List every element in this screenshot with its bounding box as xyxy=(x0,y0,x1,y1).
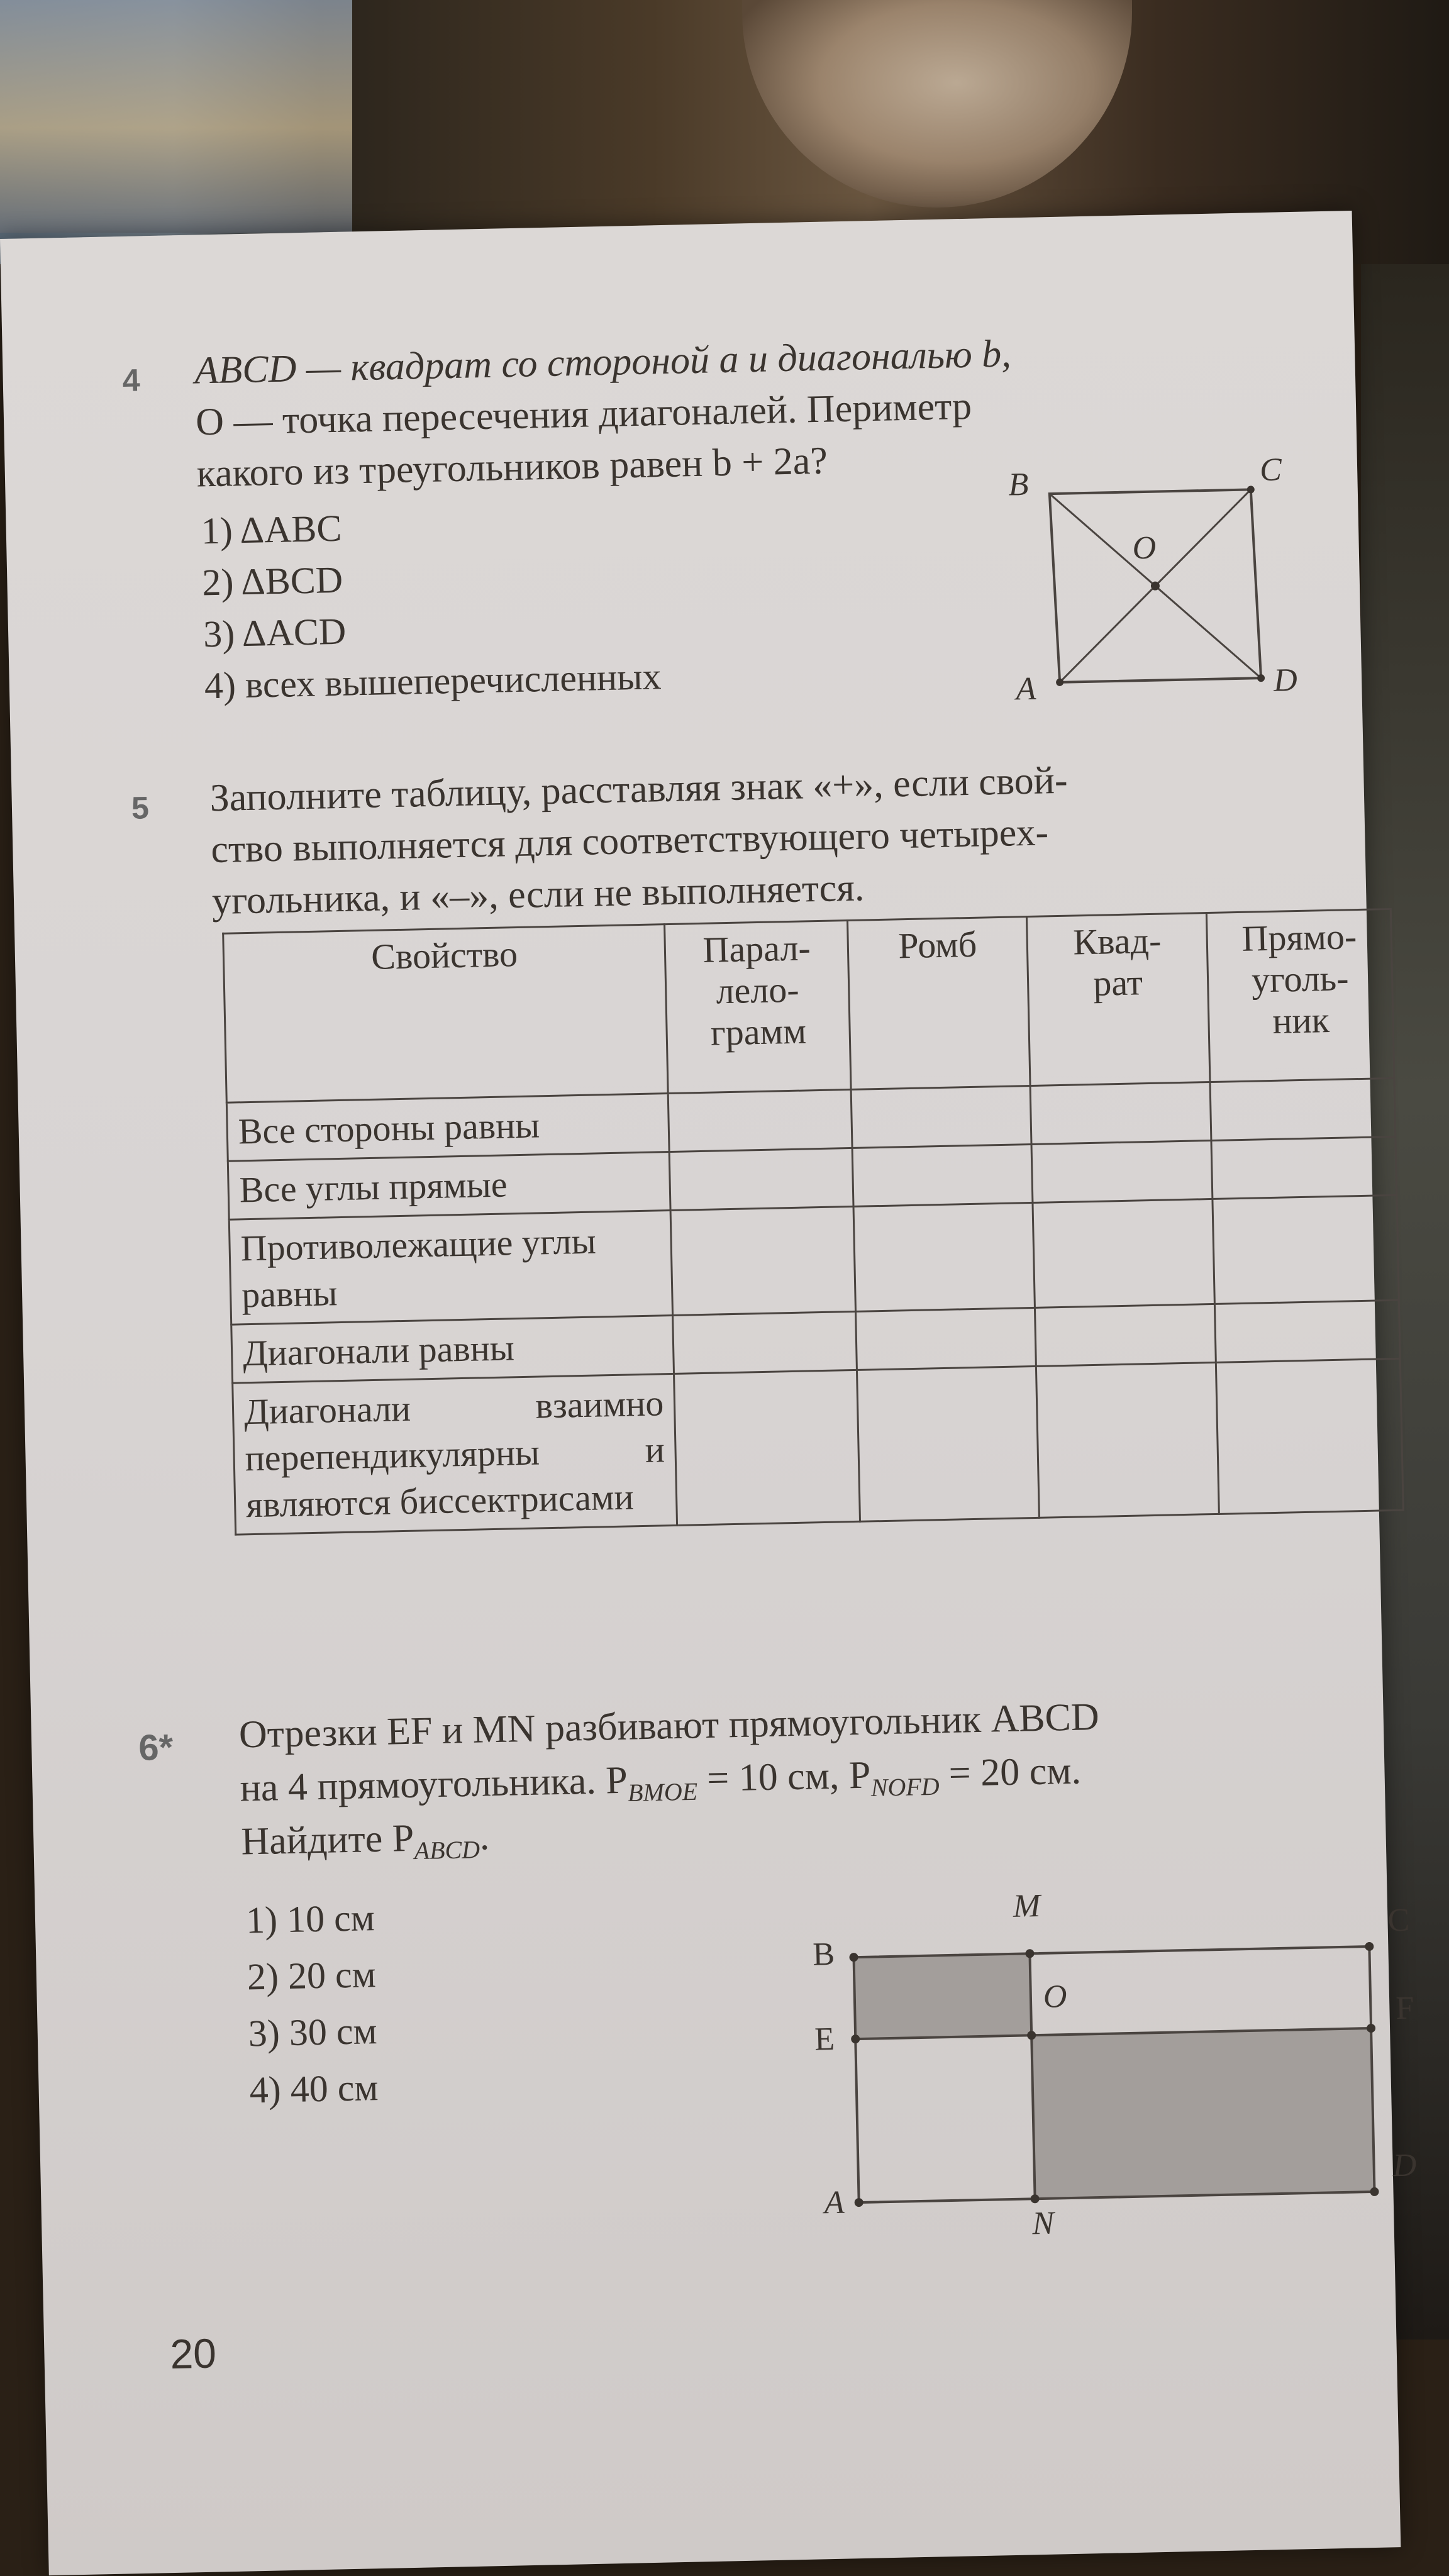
task4-option-4: 4) всех вышеперечисленных xyxy=(204,655,662,707)
task4-line-1: ABCD — квадрат со стороной a и диагональю b, xyxy=(194,332,1012,392)
task4-line-3: какого из треугольников равен b + 2a? xyxy=(196,439,828,496)
row-property: Диагонали взаимно перепендикулярны и являются биссектрисами xyxy=(233,1374,677,1535)
task6-number: 6* xyxy=(138,1726,174,1768)
task5-line-3: угольника, и «–», если не выполняется. xyxy=(211,866,865,923)
label-o: O xyxy=(1132,530,1157,567)
row-property: Противолежащие углы равны xyxy=(229,1211,673,1325)
table-cell[interactable] xyxy=(673,1311,857,1374)
table-cell[interactable] xyxy=(1035,1304,1216,1366)
table-cell[interactable] xyxy=(674,1370,860,1525)
task6-rectangle-figure xyxy=(821,1907,1433,2272)
table-cell[interactable] xyxy=(670,1206,855,1315)
table-cell[interactable] xyxy=(668,1089,852,1152)
background-photo xyxy=(0,0,352,233)
table-cell[interactable] xyxy=(669,1148,853,1210)
label-n: N xyxy=(1031,2205,1055,2242)
label-f: F xyxy=(1395,1990,1414,2027)
task4-line-2: O — точка пересечения диагоналей. Периметр xyxy=(195,384,972,444)
label-o: O xyxy=(1043,1979,1068,2015)
task6-line3-part-b: . xyxy=(479,1815,490,1858)
table-cell[interactable] xyxy=(1033,1199,1215,1307)
shaded-bmoe xyxy=(854,1953,1032,2039)
label-a: A xyxy=(824,2184,845,2221)
properties-table xyxy=(222,908,1404,1536)
label-c: C xyxy=(1387,1902,1410,1939)
table-cell[interactable] xyxy=(851,1085,1031,1148)
shaded-nofd xyxy=(1031,2028,1374,2199)
table-cell[interactable] xyxy=(857,1366,1039,1521)
table-cell[interactable] xyxy=(1036,1362,1219,1518)
label-d: D xyxy=(1392,2147,1417,2184)
task5-line-1: Заполните таблицу, расставляя знак «+», если свой- xyxy=(209,758,1069,820)
task6-option-1: 1) 10 см xyxy=(245,1897,375,1941)
table-row xyxy=(233,1358,1404,1535)
task4-square-figure xyxy=(999,464,1293,721)
table-cell[interactable] xyxy=(1213,1195,1399,1304)
table-cell[interactable] xyxy=(1030,1082,1211,1144)
label-b: B xyxy=(812,1936,835,1973)
label-b: B xyxy=(1008,466,1029,503)
label-a: A xyxy=(1015,670,1036,708)
header-parallelogram: Парал- лело- грамм xyxy=(665,921,852,1094)
table-cell[interactable] xyxy=(1031,1140,1213,1202)
table-cell[interactable] xyxy=(1211,1136,1397,1199)
task6-subscript-nofd: NOFD xyxy=(870,1772,940,1802)
header-rhombus: Ромб xyxy=(848,917,1030,1090)
header-square: Квад- рат xyxy=(1026,913,1210,1086)
task6-option-2: 2) 20 см xyxy=(247,1953,377,1998)
table-cell[interactable] xyxy=(856,1307,1036,1370)
task5-line-2: ство выполняется для соответствующего четырех- xyxy=(210,811,1049,872)
label-m: M xyxy=(1013,1887,1041,1924)
label-c: C xyxy=(1259,452,1282,489)
task6-subscript-abcd: ABCD xyxy=(414,1835,480,1865)
task6-line-3 xyxy=(241,1811,491,1880)
task4-number: 4 xyxy=(122,362,141,398)
task6-line-1: Отрезки EF и MN разбивают прямоугольник ABCD xyxy=(238,1695,1100,1757)
row-property: Все углы прямые xyxy=(228,1152,670,1220)
table-cell[interactable] xyxy=(852,1144,1032,1206)
label-d: D xyxy=(1273,662,1298,699)
point-c xyxy=(1365,1942,1374,1951)
task6-line2-part-b: = 10 см, P xyxy=(696,1753,872,1801)
label-e: E xyxy=(814,2021,835,2058)
task6-subscript-bmoe: BMOE xyxy=(627,1777,698,1807)
header-property: Свойство xyxy=(223,924,669,1103)
task4-option-3: 3) ΔACD xyxy=(203,610,347,655)
table-cell[interactable] xyxy=(1215,1300,1401,1362)
task6-option-4: 4) 40 см xyxy=(249,2067,379,2111)
task6-line3-part-a: Найдите P xyxy=(240,1816,414,1863)
textbook-page xyxy=(0,211,1417,2575)
table-cell[interactable] xyxy=(1210,1078,1396,1140)
point-a xyxy=(855,2198,863,2207)
task6-option-3: 3) 30 см xyxy=(248,2010,378,2055)
row-property: Все стороны равны xyxy=(226,1094,669,1162)
task4-option-1: 1) ΔABC xyxy=(201,507,343,552)
page-number: 20 xyxy=(169,2329,217,2378)
task6-line2-part-a: на 4 прямоугольника. P xyxy=(239,1758,628,1810)
task6-line2-part-c: = 20 см. xyxy=(938,1749,1082,1796)
task5-number: 5 xyxy=(131,790,150,826)
table-cell[interactable] xyxy=(1216,1358,1404,1514)
header-rectangle: Прямо- уголь- ник xyxy=(1207,909,1394,1082)
task4-option-2: 2) ΔBCD xyxy=(201,558,343,604)
row-property: Диагонали равны xyxy=(231,1315,674,1383)
table-cell[interactable] xyxy=(853,1202,1035,1311)
